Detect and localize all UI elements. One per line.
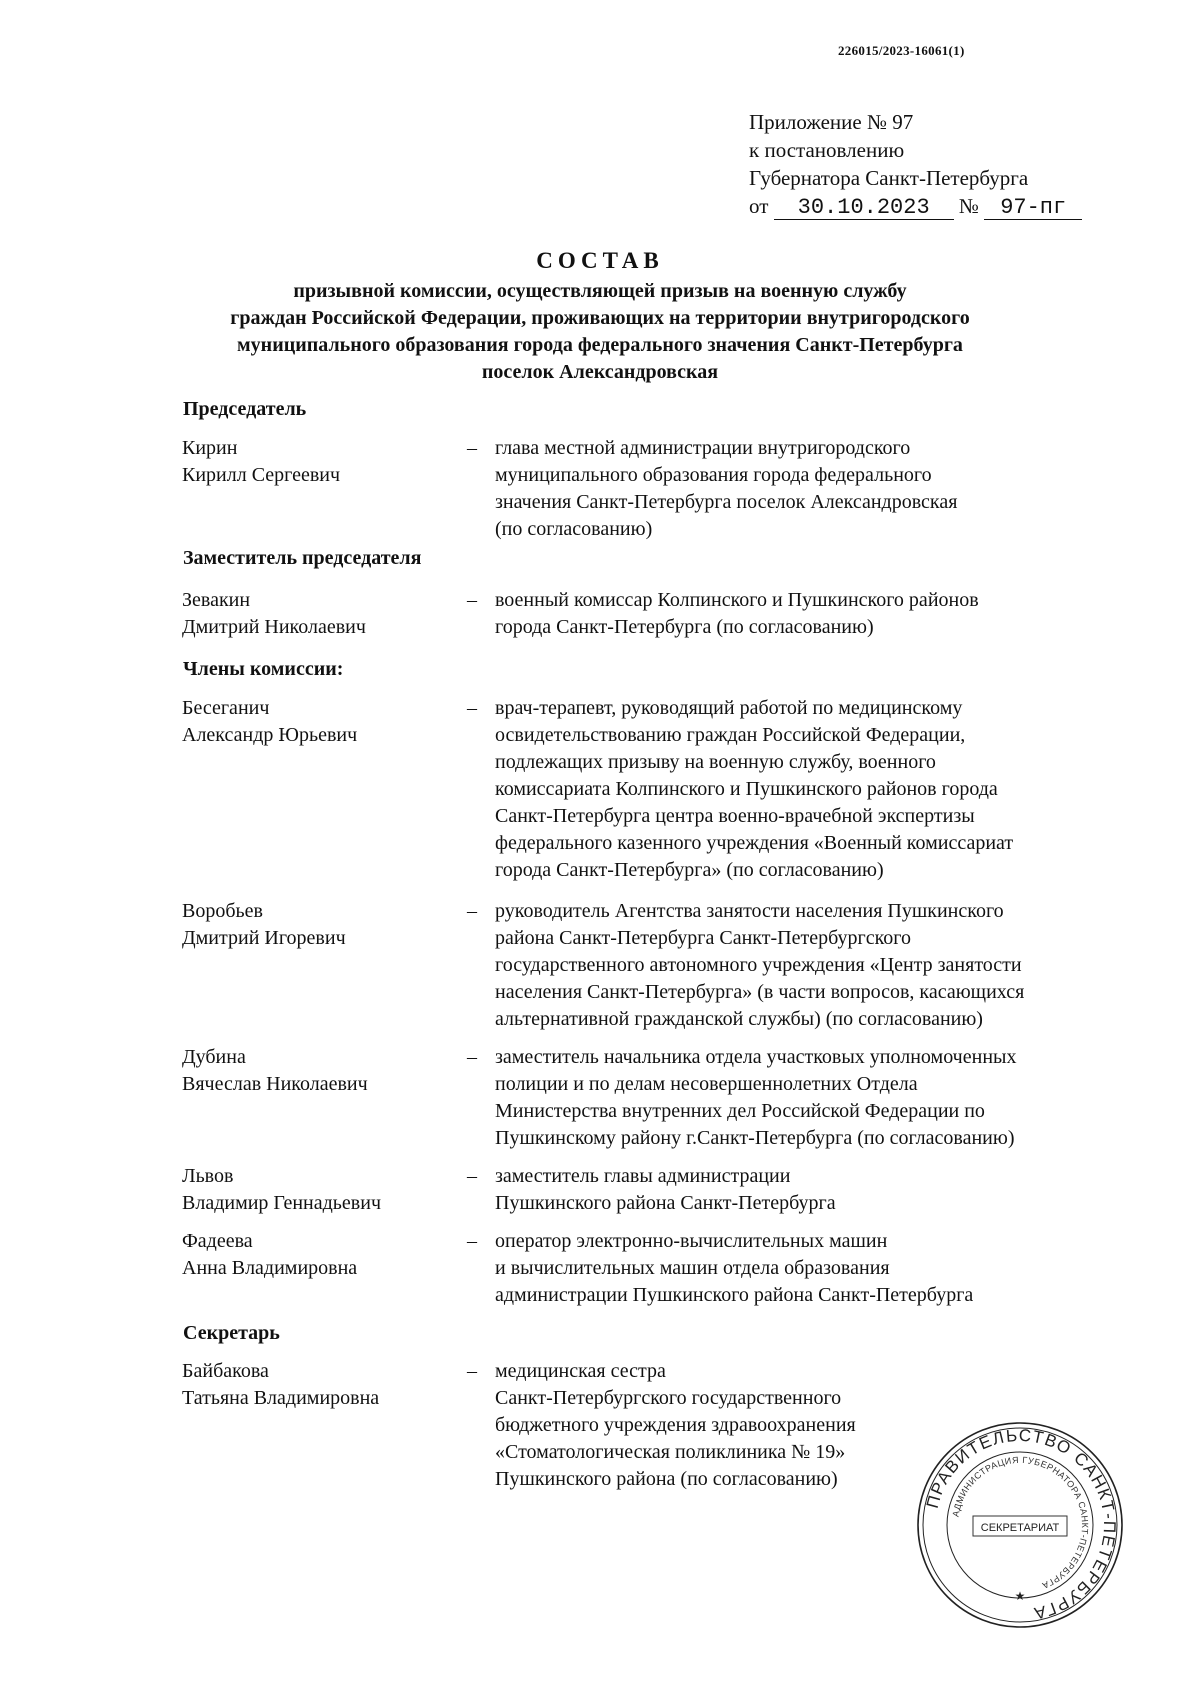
- dash: –: [467, 1046, 477, 1068]
- member-kirin-position: [495, 435, 957, 543]
- section-secretary: Секретарь: [183, 1322, 280, 1344]
- surname: Фадеева: [182, 1230, 253, 1252]
- subtitle-line-1: призывной комиссии, осуществляющей призыв на военную службу: [293, 280, 907, 302]
- given-names: Александр Юрьевич: [182, 724, 358, 746]
- member-dubina-name: [182, 1044, 368, 1098]
- position-line: оператор электронно-вычислительных машин: [495, 1230, 888, 1252]
- section-members: Члены комиссии:: [183, 658, 344, 680]
- position-line: комиссариата Колпинского и Пушкинского районов города: [495, 778, 998, 800]
- subtitle-line-3: муниципального образования города федерального значения Санкт-Петербурга: [237, 334, 963, 356]
- member-vorobyev-name: [182, 898, 346, 952]
- decree-date: 30.10.2023: [774, 197, 954, 220]
- position-line: Санкт-Петербургского государственного: [495, 1387, 842, 1409]
- surname: Кирин: [182, 437, 238, 459]
- subtitle-line-2: граждан Российской Федерации, проживающих на территории внутригородского: [230, 307, 970, 329]
- given-names: Дмитрий Игоревич: [182, 927, 346, 949]
- dash: –: [467, 1165, 477, 1187]
- member-dubina-position: [495, 1044, 1016, 1152]
- position-line: заместитель начальника отдела участковых уполномоченных: [495, 1046, 1017, 1068]
- decree-number: 97-пг: [984, 197, 1082, 220]
- position-line: Пушкинского района Санкт-Петербурга: [495, 1192, 836, 1214]
- position-line: Санкт-Петербурга центра военно-врачебной экспертизы: [495, 805, 975, 827]
- dash: –: [467, 437, 477, 459]
- member-lvov-name: [182, 1163, 381, 1217]
- member-zevakin-position: [495, 587, 979, 641]
- given-names: Вячеслав Николаевич: [182, 1073, 368, 1095]
- member-baibakova-position: [495, 1358, 856, 1493]
- document-number: 226015/2023-16061(1): [838, 43, 965, 58]
- section-chairman: Председатель: [183, 398, 307, 420]
- surname: Зевакин: [182, 589, 251, 611]
- position-line: медицинская сестра: [495, 1360, 666, 1382]
- position-line: Пушкинскому району г.Санкт-Петербурга (по согласованию): [495, 1127, 1015, 1149]
- position-line: района Санкт-Петербурга Санкт-Петербургского: [495, 927, 911, 949]
- subtitle-line-4: поселок Александровская: [481, 361, 719, 383]
- position-line: полиции и по делам несовершеннолетних Отдела: [495, 1073, 918, 1095]
- position-line: и вычислительных машин отдела образования: [495, 1257, 890, 1279]
- surname: Львов: [182, 1165, 234, 1187]
- member-fadeeva-position: [495, 1228, 973, 1309]
- stamp-center-text: СЕКРЕТАРИАТ: [980, 1522, 1060, 1534]
- stamp-outer-text: ПРАВИТЕЛЬСТВО САНКТ-ПЕТЕРБУРГА: [922, 1425, 1120, 1624]
- position-line: Министерства внутренних дел Российской Федерации по: [495, 1100, 985, 1122]
- position-line: федерального казенного учреждения «Военный комиссариат: [495, 832, 1014, 854]
- surname: Дубина: [182, 1046, 246, 1068]
- position-line: (по согласованию): [495, 518, 653, 540]
- member-beseganich-position: [495, 695, 1013, 884]
- position-line: бюджетного учреждения здравоохранения: [495, 1414, 856, 1436]
- appendix-line-3: Губернатора Санкт-Петербурга: [749, 166, 1029, 190]
- member-vorobyev-position: [495, 898, 1024, 1033]
- position-line: глава местной администрации внутригородского: [495, 437, 911, 459]
- appendix-date-row: [749, 192, 1082, 220]
- given-names: Татьяна Владимировна: [182, 1387, 380, 1409]
- dash: –: [467, 697, 477, 719]
- position-line: военный комиссар Колпинского и Пушкинского районов: [495, 589, 979, 611]
- member-kirin-name: [182, 435, 340, 489]
- appendix-line-1: Приложение № 97: [749, 110, 914, 134]
- section-deputy: Заместитель председателя: [183, 547, 422, 569]
- position-line: города Санкт-Петербурга» (по согласованию): [495, 859, 884, 881]
- official-stamp: [915, 1420, 1125, 1630]
- position-line: значения Санкт-Петербурга поселок Александровская: [495, 491, 958, 513]
- member-lvov-position: [495, 1163, 836, 1217]
- position-line: администрации Пушкинского района Санкт-Петербурга: [495, 1284, 974, 1306]
- dash: –: [467, 900, 477, 922]
- given-names: Дмитрий Николаевич: [182, 616, 366, 638]
- position-line: заместитель главы администрации: [495, 1165, 791, 1187]
- dash: –: [467, 1360, 477, 1382]
- appendix-line-2: к постановлению: [749, 138, 905, 162]
- surname: Байбакова: [182, 1360, 269, 1382]
- position-line: подлежащих призыву на военную службу, военного: [495, 751, 936, 773]
- member-zevakin-name: [182, 587, 366, 641]
- position-line: Пушкинского района (по согласованию): [495, 1468, 838, 1490]
- position-line: муниципального образования города федерального: [495, 464, 932, 486]
- document-title: СОСТАВ: [536, 248, 664, 273]
- member-baibakova-name: [182, 1358, 379, 1412]
- stamp-inner-text: АДМИНИСТРАЦИЯ ГУБЕРНАТОРА САНКТ-ПЕТЕРБУРГА: [950, 1454, 1091, 1591]
- position-line: «Стоматологическая поликлиника № 19»: [495, 1441, 846, 1463]
- surname: Воробьев: [182, 900, 263, 922]
- position-line: населения Санкт-Петербурга» (в части вопросов, касающихся: [495, 981, 1025, 1003]
- position-line: государственного автономного учреждения «Центр занятости: [495, 954, 1022, 976]
- given-names: Кирилл Сергеевич: [182, 464, 341, 486]
- position-line: руководитель Агентства занятости населения Пушкинского: [495, 900, 1004, 922]
- given-names: Владимир Геннадьевич: [182, 1192, 382, 1214]
- from-label: от: [749, 194, 769, 218]
- surname: Бесеганич: [182, 697, 270, 719]
- star-icon: ★: [1014, 1589, 1026, 1603]
- number-label: №: [958, 194, 979, 218]
- dash: –: [467, 1230, 477, 1252]
- member-fadeeva-name: [182, 1228, 357, 1282]
- position-line: врач-терапевт, руководящий работой по медицинскому: [495, 697, 963, 719]
- member-beseganich-name: [182, 695, 357, 749]
- position-line: города Санкт-Петербурга (по согласованию): [495, 616, 874, 638]
- position-line: альтернативной гражданской службы) (по согласованию): [495, 1008, 983, 1030]
- given-names: Анна Владимировна: [182, 1257, 358, 1279]
- appendix-block: [749, 108, 1082, 220]
- position-line: освидетельствованию граждан Российской Федерации,: [495, 724, 966, 746]
- dash: –: [467, 589, 477, 611]
